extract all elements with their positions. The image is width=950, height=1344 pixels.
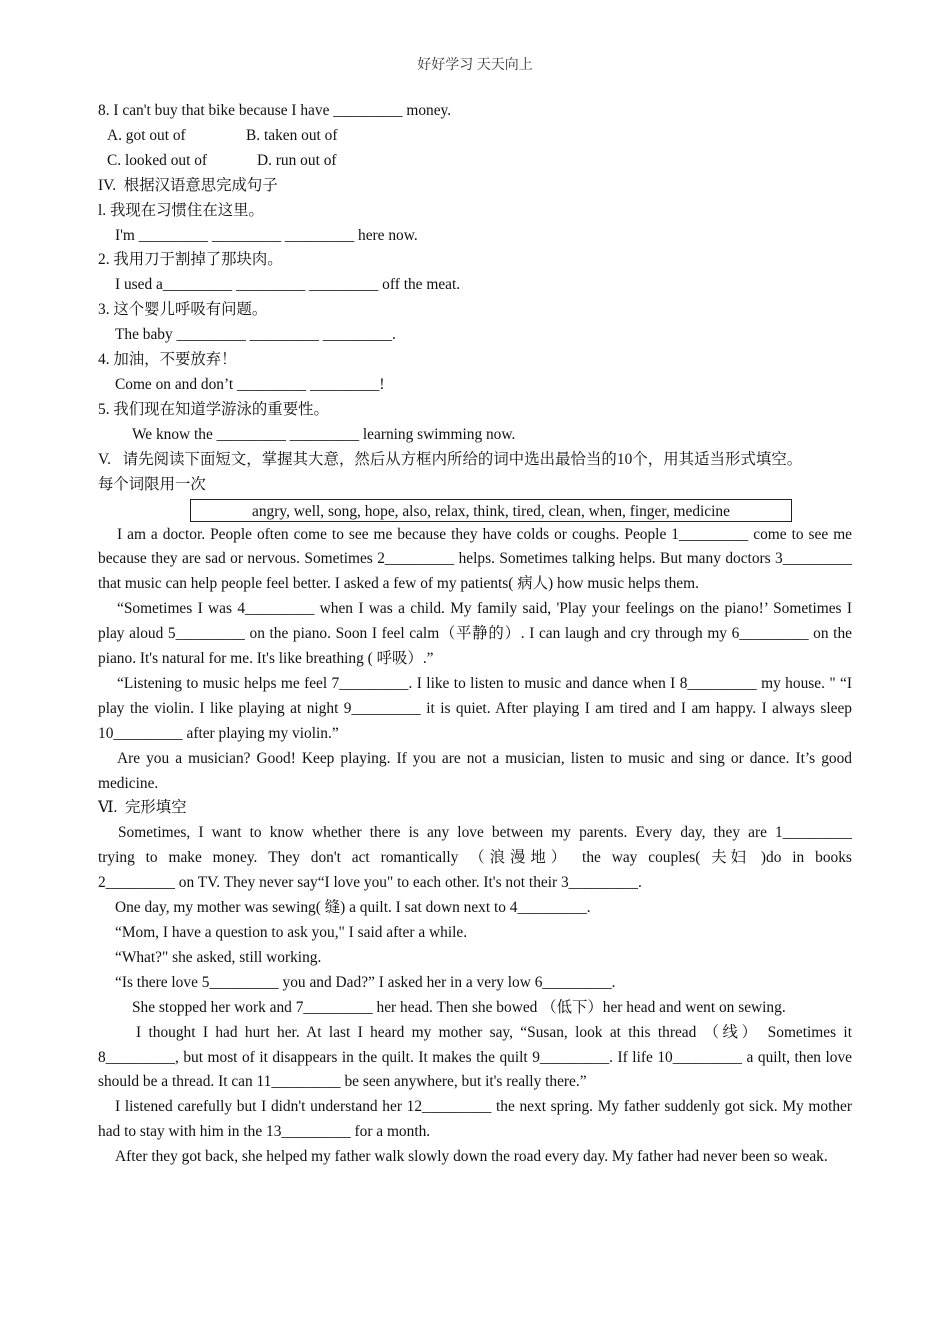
word: couples( [648,849,701,867]
s6-paragraph-thread: I thought I had hurt her. At last I heard my mother say, “Susan, look at this thread （线） Sometimes it 8_________, but most of it disappears in the quilt. It makes the quilt 9_________. If life 10_________ a quilt, then love should be a thread. It can 11_________ be seen anywhere, but it's really there.” [98,1023,852,1091]
section-5-title: V. 请先阅读下面短文，掌握其大意，然后从方框内所给的词中选出最恰当的10个，用其适当形式填空。 [98,450,803,468]
section-4-title: IV. 根据汉语意思完成句子 [98,176,278,194]
s4-item-5-en: We know the _________ _________ learning swimming now. [132,425,516,443]
s6-paragraph-1-line-1: Sometimes, I want to know whether there is any love between my parents. Every day, they are 1_________ [118,824,852,842]
word: the [582,849,601,867]
word: way [611,849,638,867]
q8-options-ab [98,124,852,149]
s6-line-question: “Mom, I have a question to ask you," I said after a while. [115,924,468,941]
s5-paragraph-3: “Listening to music helps me feel 7_________. I like to listen to music and dance when I 8_________ my house. " “I play the violin. I like playing at night 9_________ it is quiet. After playing I am tired and I am happy. I always sleep 10_________ after playing my violin.” [98,674,852,742]
s4-item-5-zh: 5. 我们现在知道学游泳的重要性。 [98,400,329,418]
s4-item-1-en: I'm _________ _________ _________ here now. [115,226,418,244]
s6-line-bowed: She stopped her work and 7_________ her head. Then she bowed （低下）her head and went on sewing. [132,998,786,1016]
word: books [815,849,852,867]
s4-item-2-en: I used a_________ _________ _________ off the meat. [115,276,461,294]
word: trying [98,849,135,867]
q8-stem: 8. I can't buy that bike because I have _________ money. [98,102,452,119]
q8-option-b: B. taken out of [246,126,338,144]
word: in [792,849,805,867]
s6-paragraph-after: After they got back, she helped my father walk slowly down the road every day. My father had never been so weak. [115,1148,828,1166]
word: （浪漫地） [469,849,572,867]
word: make [168,849,202,867]
q8-option-c: C. looked out of [107,151,208,169]
word: don't [310,849,341,867]
word: act [351,849,370,867]
s4-item-4-en: Come on and don’t _________ _________! [115,375,385,393]
word: money. [212,849,258,867]
s4-item-3-en: The baby _________ _________ _________. [115,326,396,344]
s5-paragraph-1: I am a doctor. People often come to see me because they have colds or coughs. People 1_________ come to see me because they are sad or nervous. Sometimes 2_________ helps. Sometimes talking helps. But many doctors 3_________ that music can help people feel better. I asked a few of my patients( 病人) how music helps them. [98,525,852,593]
word: They [268,849,300,867]
s4-item-3-zh: 3. 这个婴儿呼吸有问题。 [98,301,268,319]
word: )do [760,849,782,867]
s5-paragraph-2: “Sometimes I was 4_________ when I was a child. My family said, 'Play your feelings on the piano!’ Sometimes I play aloud 5_________ on the piano. Soon I feel calm（平静的）. I can laugh and cry through my 6_________ on the piano. It's natural for me. It's like breathing ( 呼吸）.” [98,600,852,668]
s6-line-love: “Is there love 5_________ you and Dad?” I asked her in a very low 6_________. [115,973,616,991]
q8-option-a: A. got out of [107,126,186,144]
document-body [98,99,852,1170]
s6-paragraph-listened: I listened carefully but I didn't understand her 12_________ the next spring. My father suddenly got sick. My mother had to stay with him in the 13_________ for a month. [98,1098,852,1141]
s6-paragraph-1-line-3: 2_________ on TV. They never say“I love you" to each other. It's not their 3_________. [98,874,642,892]
word-bank-box: angry, well, song, hope, also, relax, think, tired, clean, when, finger, medicine [190,499,792,522]
s6-line-sewing: One day, my mother was sewing( 缝) a quilt. I sat down next to 4_________. [115,899,591,917]
s4-item-2-zh: 2. 我用刀于割掉了那块肉。 [98,251,283,269]
q8-option-d: D. run out of [257,151,337,169]
s6-line-what: “What?" she asked, still working. [115,948,322,966]
section-6-title: Ⅵ. 完形填空 [98,799,187,817]
s4-item-4-zh: 4. 加油，不要放弃！ [98,351,237,369]
s5-paragraph-4: Are you a musician? Good! Keep playing. If you are not a musician, listen to music and sing or dance. It’s good medicine. [98,749,852,792]
word: to [145,849,158,867]
section-5-title-cont: 每个词限用一次 [98,475,206,493]
s6-paragraph-1-line-2 [98,846,852,871]
q8-options-cd [98,149,852,174]
s4-item-1-zh: l. 我现在习惯住在这里。 [98,201,264,219]
word: 夫妇 [711,849,751,867]
word: romantically [380,849,459,867]
page-header: 好好学习 天天向上 [417,58,533,73]
